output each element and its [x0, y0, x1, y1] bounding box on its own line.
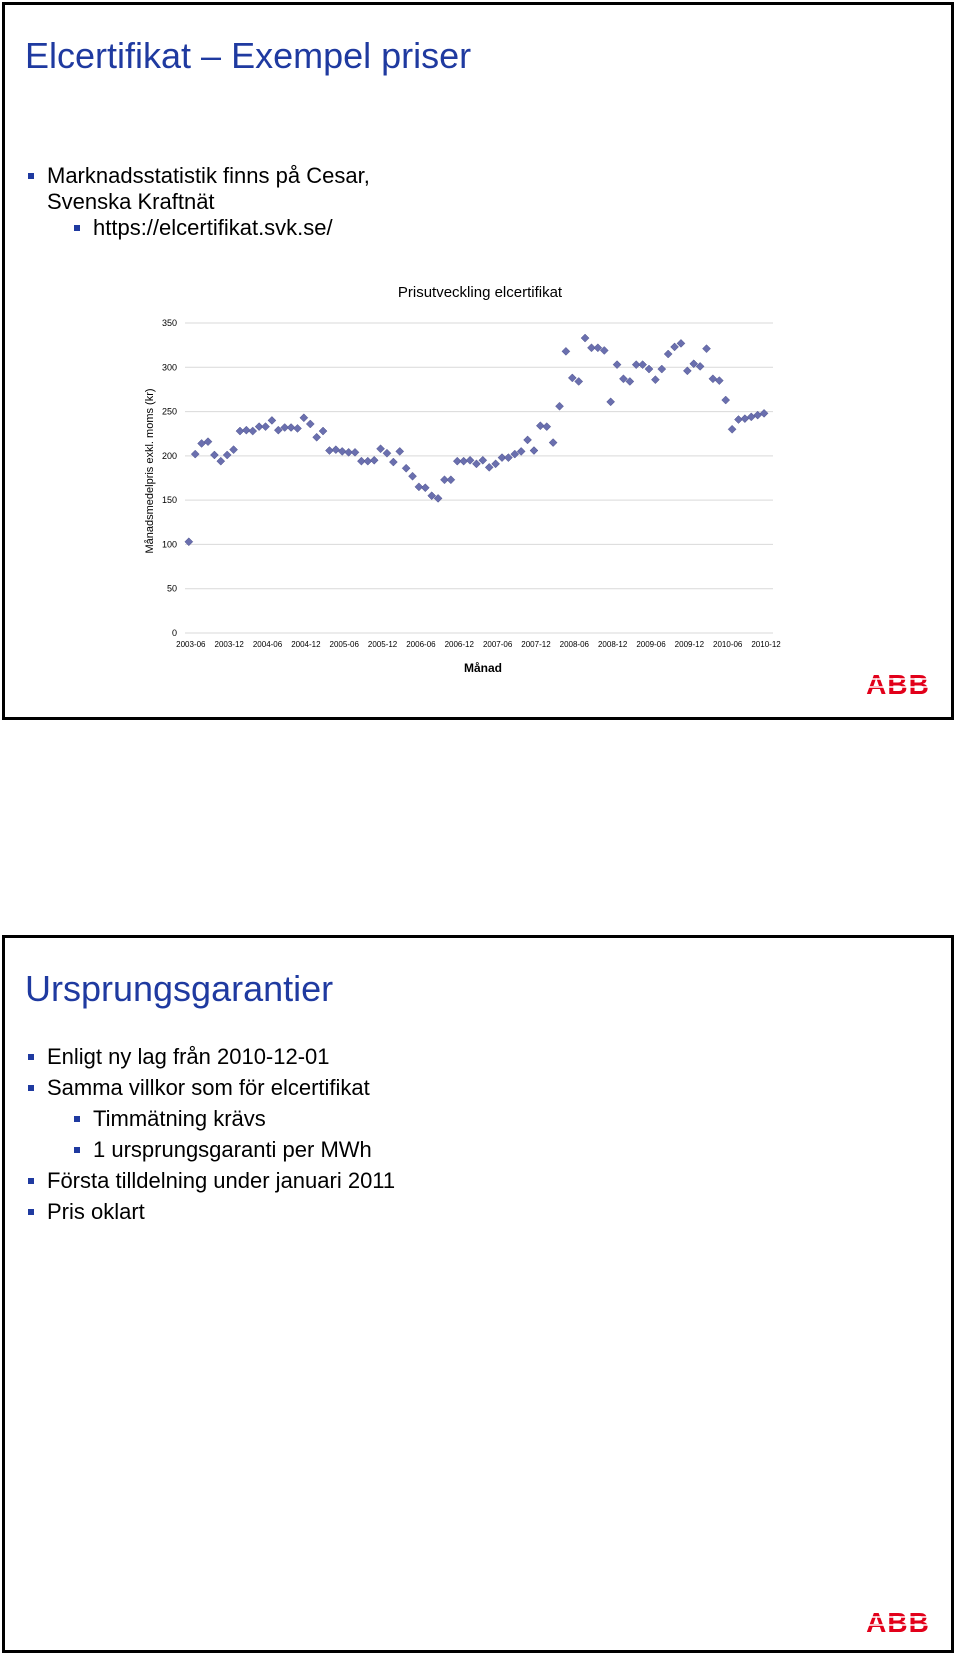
data-point: [460, 457, 468, 465]
abb-logo: [865, 1608, 931, 1636]
data-point: [204, 438, 212, 446]
bullet-marker: [28, 1054, 34, 1060]
y-tick-label: 200: [161, 450, 177, 461]
data-point: [236, 427, 244, 435]
data-point: [293, 424, 301, 432]
data-point: [664, 350, 672, 358]
y-tick-label: 300: [161, 362, 177, 373]
data-point: [683, 367, 691, 375]
sub-bullet-item: [25, 1137, 395, 1163]
sub-bullet-item: [25, 1106, 395, 1132]
bullet-marker: [28, 173, 34, 179]
data-point: [396, 447, 404, 455]
logo-text: ABB: [866, 1608, 930, 1636]
bullet-item: [25, 163, 447, 215]
x-tick-label: 2008-06: [559, 640, 589, 649]
data-point: [351, 448, 359, 456]
data-point: [332, 446, 340, 454]
data-point: [543, 423, 551, 431]
data-point: [230, 446, 238, 454]
data-point: [338, 447, 346, 455]
bullet-marker: [74, 225, 80, 231]
data-point: [658, 365, 666, 373]
data-point: [715, 377, 723, 385]
data-point: [760, 409, 768, 417]
bullet-marker: [28, 1178, 34, 1184]
bullet-text: Första tilldelning under januari 2011: [47, 1168, 396, 1193]
data-point: [703, 345, 711, 353]
y-axis-ticks: [162, 318, 177, 638]
data-point: [198, 439, 206, 447]
bullet-list: [25, 163, 447, 241]
data-point: [524, 436, 532, 444]
y-tick-label: 250: [161, 406, 177, 417]
bullet-marker: [74, 1147, 80, 1153]
bullet-text: Samma villkor som för elcertifikat: [47, 1075, 370, 1100]
y-axis-label: Månadsmedelpris exkl. moms (kr): [144, 388, 156, 554]
x-tick-label: 2010-12: [751, 640, 781, 649]
bullet-item: [25, 1075, 395, 1101]
data-point: [306, 420, 314, 428]
data-point: [313, 433, 321, 441]
data-point: [421, 484, 429, 492]
slide-elcertifikat: [2, 2, 954, 720]
data-point: [217, 457, 225, 465]
x-tick-label: 2003-06: [176, 640, 206, 649]
bullet-text: Pris oklart: [47, 1199, 145, 1224]
data-point: [300, 414, 308, 422]
abb-logo: [865, 670, 931, 698]
data-point: [607, 398, 615, 406]
data-point: [651, 376, 659, 384]
data-point: [249, 427, 257, 435]
data-point: [447, 476, 455, 484]
data-point: [734, 416, 742, 424]
bullet-text: 1 ursprungsgaranti per MWh: [93, 1137, 372, 1162]
data-point: [370, 456, 378, 464]
data-point: [530, 447, 538, 455]
data-point: [722, 396, 730, 404]
data-point: [377, 445, 385, 453]
data-point: [645, 365, 653, 373]
y-tick-label: 50: [166, 583, 177, 594]
slide-ursprungsgarantier: [2, 935, 954, 1653]
chart-series: [185, 334, 768, 546]
data-point: [741, 415, 749, 423]
data-point: [415, 483, 423, 491]
data-point: [556, 402, 564, 410]
bullet-text: Enligt ny lag från 2010-12-01: [47, 1044, 330, 1069]
x-tick-label: 2004-12: [291, 640, 321, 649]
data-point: [402, 464, 410, 472]
sub-bullet-item: [25, 215, 447, 241]
slide-title: Elcertifikat – Exempel priser: [25, 35, 472, 76]
bullet-marker: [28, 1209, 34, 1215]
y-tick-label: 350: [161, 318, 177, 328]
data-point: [562, 347, 570, 355]
x-tick-label: 2007-06: [482, 640, 513, 649]
bullet-text: https://elcertifikat.svk.se/: [93, 215, 333, 240]
bullet-item: [25, 1168, 395, 1194]
x-axis-label: Månad: [463, 661, 503, 675]
data-point: [536, 422, 544, 430]
data-point: [287, 424, 295, 432]
data-point: [728, 425, 736, 433]
data-point: [549, 439, 557, 447]
data-point: [210, 451, 218, 459]
y-tick-label: 150: [161, 495, 177, 506]
bullet-text: Marknadsstatistik finns på Cesar, Svenska Kraftnät: [47, 163, 370, 214]
data-point: [223, 451, 231, 459]
data-point: [319, 427, 327, 435]
data-point: [409, 472, 417, 480]
data-point: [364, 457, 372, 465]
x-tick-label: 2003-12: [214, 640, 244, 649]
price-chart: [135, 285, 815, 685]
data-point: [581, 334, 589, 342]
bullet-list: [25, 1044, 395, 1225]
data-point: [268, 416, 276, 424]
x-tick-label: 2006-12: [444, 640, 474, 649]
x-tick-label: 2005-06: [329, 640, 359, 649]
bullet-item: [25, 1199, 395, 1225]
x-axis-ticks: [176, 640, 781, 649]
y-tick-label: 100: [161, 539, 177, 550]
chart-title: Prisutveckling elcertifikat: [397, 285, 563, 301]
slide-title: Ursprungsgarantier: [25, 968, 334, 1009]
x-tick-label: 2009-12: [674, 640, 705, 649]
data-point: [262, 423, 270, 431]
data-point: [191, 450, 199, 458]
data-point: [709, 375, 717, 383]
x-tick-label: 2009-06: [636, 640, 666, 649]
x-tick-label: 2004-06: [252, 640, 283, 649]
bullet-marker: [74, 1116, 80, 1122]
data-point: [754, 411, 762, 419]
data-point: [389, 458, 397, 466]
bullet-marker: [28, 1085, 34, 1091]
x-tick-label: 2010-06: [713, 640, 743, 649]
x-tick-label: 2006-06: [406, 640, 436, 649]
bullet-text: Timmätning krävs: [93, 1106, 266, 1131]
logo-text: ABB: [866, 670, 930, 698]
x-tick-label: 2005-12: [367, 640, 398, 649]
bullet-item: [25, 1044, 395, 1070]
y-tick-label: 0: [171, 628, 177, 638]
data-point: [325, 447, 333, 455]
data-point: [747, 413, 755, 421]
data-point: [242, 426, 250, 434]
x-tick-label: 2008-12: [597, 640, 628, 649]
x-tick-label: 2007-12: [521, 640, 551, 649]
